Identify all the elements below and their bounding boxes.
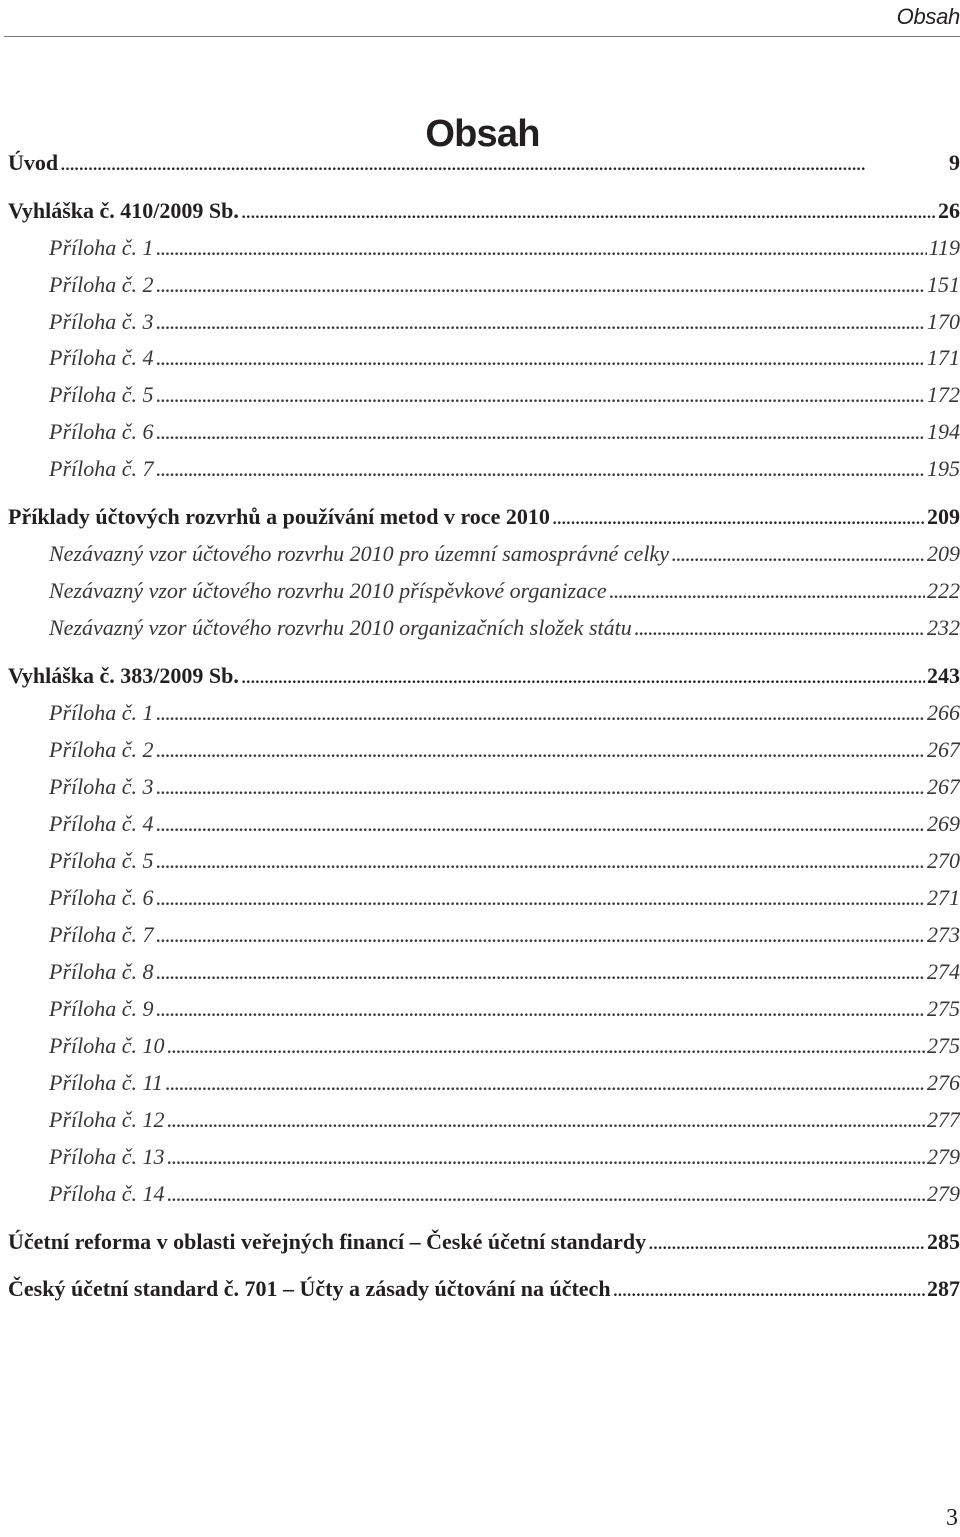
toc-entry-label: Příloha č. 7 bbox=[49, 922, 154, 947]
toc-entry[interactable] bbox=[49, 454, 960, 484]
toc-entry-label: Příloha č. 4 bbox=[49, 811, 154, 836]
toc-entry-label: Příloha č. 10 bbox=[49, 1033, 165, 1058]
toc-entry-label: Úvod bbox=[8, 150, 59, 175]
toc-entry-page: 274 bbox=[927, 959, 960, 984]
toc-entry[interactable] bbox=[49, 994, 960, 1024]
toc-entry-page: 243 bbox=[927, 663, 960, 688]
toc-entry[interactable] bbox=[49, 1179, 960, 1209]
toc-entry-page: 151 bbox=[927, 272, 960, 297]
toc-entry[interactable] bbox=[49, 846, 960, 876]
dot-leader bbox=[167, 1105, 926, 1135]
toc-entry-page: 209 bbox=[927, 541, 960, 566]
toc-entry-page: 270 bbox=[927, 848, 960, 873]
toc-entry-label: Příloha č. 12 bbox=[49, 1107, 165, 1132]
dot-leader bbox=[156, 343, 926, 373]
page-number: 3 bbox=[946, 1505, 958, 1531]
toc-entry-label: Nezávazný vzor účtového rozvrhu 2010 organizačních složek státu bbox=[49, 615, 632, 640]
toc-entry-page: 287 bbox=[927, 1276, 960, 1301]
toc-entry-label: Nezávazný vzor účtového rozvrhu 2010 pro územní samosprávné celky bbox=[49, 541, 669, 566]
toc-entry[interactable] bbox=[49, 417, 960, 447]
toc-entry-label: Příloha č. 1 bbox=[49, 700, 154, 725]
dot-leader bbox=[156, 417, 926, 447]
toc-entry-label: Příloha č. 8 bbox=[49, 959, 154, 984]
dot-leader bbox=[156, 735, 926, 765]
toc-entry-label: Příloha č. 3 bbox=[49, 774, 154, 799]
dot-leader bbox=[156, 380, 926, 410]
toc-entry-label: Příloha č. 14 bbox=[49, 1181, 165, 1206]
toc-entry-label: Příloha č. 6 bbox=[49, 885, 154, 910]
toc-entry-page: 209 bbox=[927, 504, 960, 529]
toc-entry-page: 119 bbox=[928, 235, 960, 260]
toc-entry-page: 279 bbox=[927, 1144, 960, 1169]
toc-entry-label: Příloha č. 13 bbox=[49, 1144, 165, 1169]
dot-leader bbox=[156, 920, 926, 950]
toc-entry[interactable] bbox=[8, 1227, 960, 1257]
toc-entry[interactable] bbox=[49, 270, 960, 300]
toc-entry-page: 195 bbox=[927, 456, 960, 481]
toc-entry-page: 170 bbox=[927, 309, 960, 334]
dot-leader bbox=[156, 957, 926, 987]
toc-entry-label: Příloha č. 5 bbox=[49, 382, 154, 407]
toc-entry-page: 279 bbox=[927, 1181, 960, 1206]
toc-entry-page: 266 bbox=[927, 700, 960, 725]
toc-entry-label: Příloha č. 3 bbox=[49, 309, 154, 334]
dot-leader bbox=[156, 698, 926, 728]
toc-entry-label: Příloha č. 2 bbox=[49, 272, 154, 297]
toc-entry-page: 222 bbox=[927, 578, 960, 603]
header-rule bbox=[4, 36, 960, 37]
dot-leader bbox=[671, 539, 925, 569]
toc-entry[interactable] bbox=[8, 148, 960, 178]
toc-entry[interactable] bbox=[49, 1031, 960, 1061]
running-header: Obsah bbox=[896, 4, 960, 29]
dot-leader bbox=[241, 661, 925, 691]
dot-leader bbox=[648, 1227, 925, 1257]
toc-entry-label: Účetní reforma v oblasti veřejných financí – České účetní standardy bbox=[8, 1229, 647, 1254]
toc-entry[interactable] bbox=[49, 698, 960, 728]
page-title: Obsah bbox=[425, 113, 540, 156]
dot-leader bbox=[167, 1031, 926, 1061]
toc-entry-label: Příloha č. 4 bbox=[49, 345, 154, 370]
toc-entry-label: Vyhláška č. 410/2009 Sb. bbox=[8, 198, 239, 223]
dot-leader bbox=[241, 196, 936, 226]
toc-entry[interactable] bbox=[8, 502, 960, 532]
toc-entry-label: Český účetní standard č. 701 – Účty a zásady účtování na účtech bbox=[8, 1276, 611, 1301]
toc-entry-page: 275 bbox=[927, 1033, 960, 1058]
toc-entry-page: 232 bbox=[927, 615, 960, 640]
toc-entry[interactable] bbox=[8, 196, 960, 226]
toc-entry[interactable] bbox=[49, 343, 960, 373]
dot-leader bbox=[60, 148, 947, 178]
toc-entry-label: Nezávazný vzor účtového rozvrhu 2010 příspěvkové organizace bbox=[49, 578, 607, 603]
toc-entry[interactable] bbox=[49, 957, 960, 987]
toc-entry[interactable] bbox=[49, 539, 960, 569]
toc-entry-label: Příloha č. 5 bbox=[49, 848, 154, 873]
toc-entry-label: Příloha č. 1 bbox=[49, 235, 154, 260]
toc-entry[interactable] bbox=[49, 613, 960, 643]
toc-entry[interactable] bbox=[49, 576, 960, 606]
dot-leader bbox=[609, 576, 925, 606]
toc-entry[interactable] bbox=[49, 380, 960, 410]
toc-entry-label: Příloha č. 6 bbox=[49, 419, 154, 444]
toc-entry[interactable] bbox=[49, 809, 960, 839]
toc-entry-label: Příklady účtových rozvrhů a používání metod v roce 2010 bbox=[8, 504, 550, 529]
toc-entry-label: Příloha č. 9 bbox=[49, 996, 154, 1021]
toc-entry[interactable] bbox=[49, 233, 960, 263]
toc-entry[interactable] bbox=[8, 1274, 960, 1304]
toc-entry-page: 9 bbox=[949, 150, 960, 175]
toc-entry[interactable] bbox=[49, 772, 960, 802]
dot-leader bbox=[156, 454, 926, 484]
toc-entry-page: 267 bbox=[927, 737, 960, 762]
dot-leader bbox=[167, 1142, 926, 1172]
toc-entry-page: 275 bbox=[927, 996, 960, 1021]
dot-leader bbox=[156, 994, 926, 1024]
toc-entry-page: 171 bbox=[927, 345, 960, 370]
toc-entry[interactable] bbox=[8, 661, 960, 691]
dot-leader bbox=[156, 883, 926, 913]
dot-leader bbox=[167, 1179, 926, 1209]
toc-entry[interactable] bbox=[49, 1142, 960, 1172]
toc-entry-label: Vyhláška č. 383/2009 Sb. bbox=[8, 663, 239, 688]
toc-entry-page: 277 bbox=[927, 1107, 960, 1132]
dot-leader bbox=[156, 846, 926, 876]
toc-entry[interactable] bbox=[49, 307, 960, 337]
toc-entry[interactable] bbox=[49, 1105, 960, 1135]
toc-entry[interactable] bbox=[49, 1068, 960, 1098]
dot-leader bbox=[156, 772, 926, 802]
dot-leader bbox=[552, 502, 925, 532]
toc-entry-page: 267 bbox=[927, 774, 960, 799]
toc-entry-page: 273 bbox=[927, 922, 960, 947]
toc-entry-label: Příloha č. 11 bbox=[49, 1070, 163, 1095]
dot-leader bbox=[165, 1068, 925, 1098]
toc-entry-page: 276 bbox=[927, 1070, 960, 1095]
toc-entry-page: 271 bbox=[927, 885, 960, 910]
dot-leader bbox=[634, 613, 925, 643]
toc-entry[interactable] bbox=[49, 735, 960, 765]
toc-entry-label: Příloha č. 7 bbox=[49, 456, 154, 481]
dot-leader bbox=[156, 809, 926, 839]
toc-entry-label: Příloha č. 2 bbox=[49, 737, 154, 762]
toc-entry-page: 26 bbox=[938, 198, 960, 223]
dot-leader bbox=[156, 307, 926, 337]
dot-leader bbox=[156, 233, 927, 263]
toc-entry-page: 194 bbox=[927, 419, 960, 444]
dot-leader bbox=[156, 270, 926, 300]
toc-entry[interactable] bbox=[49, 920, 960, 950]
toc-entry-page: 172 bbox=[927, 382, 960, 407]
dot-leader bbox=[613, 1274, 925, 1304]
toc-entry[interactable] bbox=[49, 883, 960, 913]
toc-entry-page: 269 bbox=[927, 811, 960, 836]
toc-entry-page: 285 bbox=[927, 1229, 960, 1254]
